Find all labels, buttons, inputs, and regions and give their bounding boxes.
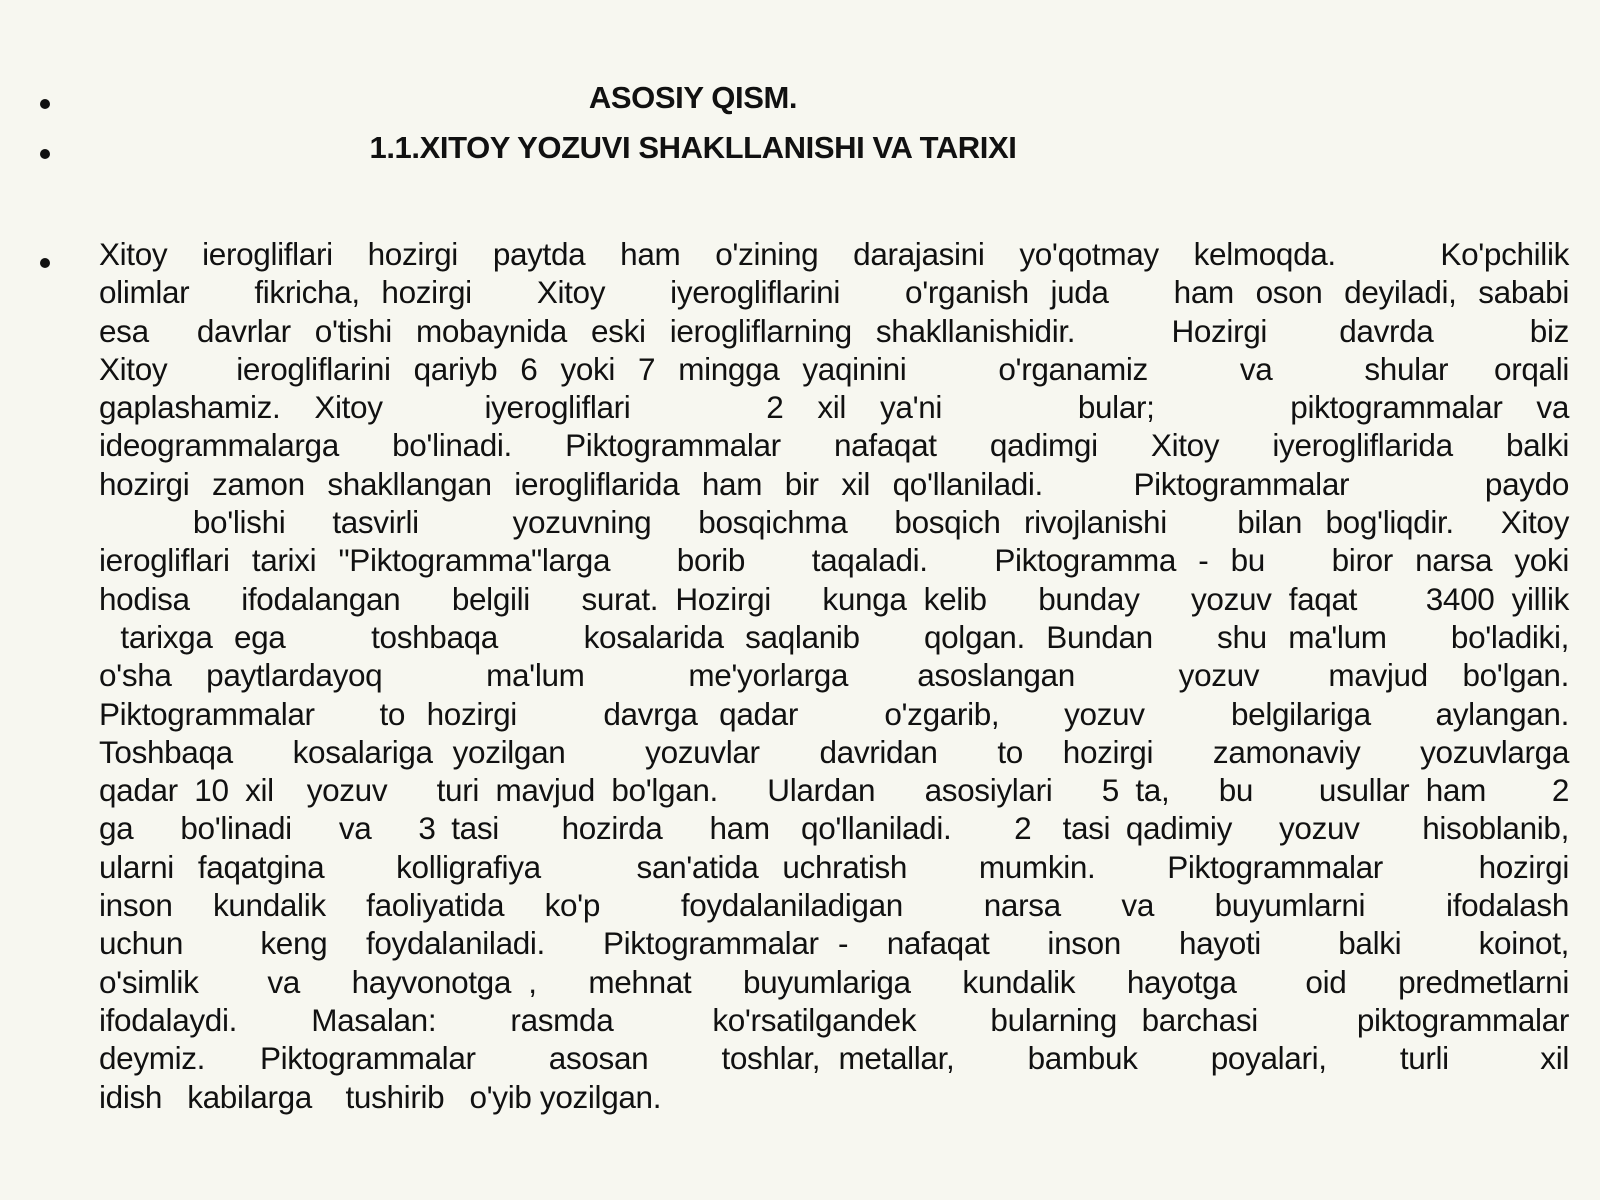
paragraph-line: gaplashamiz. Xitoy iyerogliflari 2 xil ya'ni bular; piktogrammalar va bbox=[99, 389, 1569, 426]
paragraph-line: Xitoy ierogliflari hozirgi paytda ham o'zining darajasini yo'qotmay kelmoqda. Ko'pchilik bbox=[99, 236, 1569, 272]
paragraph-line: deymiz. Piktogrammalar asosan toshlar, metallar, bambuk poyalari, turli xil bbox=[99, 1040, 1569, 1077]
paragraph-line: qadar 10 xil yozuv turi mavjud bo'lgan. Ulardan asosiylari 5 ta, bu usullar ham 2 bbox=[99, 772, 1569, 809]
paragraph-line: ierogliflari tarixi "Piktogramma"larga borib taqaladi. Piktogramma - bu biror narsa yoki bbox=[99, 542, 1569, 579]
subsection-heading: 1.1.XITOY YOZUVI SHAKLLANISHI VA TARIXI bbox=[369, 130, 1017, 165]
paragraph-line: ifodalaydi. Masalan: rasmda ko'rsatilgandek bularning barchasi piktogrammalar bbox=[99, 1001, 1569, 1038]
paragraph-line: esa davrlar o'tishi mobaynida eski ierogliflarning shakllanishidir. Hozirgi davrda biz bbox=[99, 312, 1569, 349]
paragraph-line: inson kundalik faoliyatida ko'p foydalaniladigan narsa va buyumlarni ifodalash bbox=[99, 887, 1569, 924]
paragraph-line: ularni faqatgina kolligrafiya san'atida uchratish mumkin. Piktogrammalar hozirgi bbox=[99, 848, 1569, 885]
paragraph-line: o'simlik va hayvonotga , mehnat buyumlariga kundalik hayotga oid predmetlarni bbox=[99, 963, 1569, 1000]
bullet-marker bbox=[40, 258, 50, 268]
paragraph-line: Piktogrammalar to hozirgi davrga qadar o'zgarib, yozuv belgilariga aylangan. bbox=[99, 695, 1569, 732]
bullet-marker bbox=[40, 99, 50, 109]
paragraph-line: hodisa ifodalangan belgili surat. Hozirgi kunga kelib bunday yozuv faqat 3400 yillik bbox=[99, 580, 1569, 617]
paragraph-line: olimlar fikricha, hozirgi Xitoy iyerogliflarini o'rganish juda ham oson deyiladi, sababi bbox=[99, 274, 1569, 311]
paragraph-line: ideogrammalarga bo'linadi. Piktogrammalar nafaqat qadimgi Xitoy iyerogliflarida balki bbox=[99, 427, 1569, 464]
paragraph-line: Toshbaqa kosalariga yozilgan yozuvlar davridan to hozirgi zamonaviy yozuvlarga bbox=[99, 733, 1569, 770]
paragraph-line: ga bo'linadi va 3 tasi hozirda ham qo'llaniladi. 2 tasi qadimiy yozuv hisoblanib, bbox=[99, 810, 1569, 847]
paragraph-line: uchun keng foydalaniladi. Piktogrammalar - nafaqat inson hayoti balki koinot, bbox=[99, 925, 1569, 962]
paragraph-line: hozirgi zamon shakllangan ierogliflarida ham bir xil qo'llaniladi. Piktogrammalar paydo bbox=[99, 465, 1569, 502]
paragraph-line: tarixga ega toshbaqa kosalarida saqlanib qolgan. Bundan shu ma'lum bo'ladiki, bbox=[99, 618, 1569, 655]
paragraph-line: bo'lishi tasvirli yozuvning bosqichma bosqich rivojlanishi bilan bog'liqdir. Xitoy bbox=[99, 504, 1569, 541]
paragraph-line: Xitoy ierogliflarini qariyb 6 yoki 7 mingga yaqinini o'rganamiz va shular orqali bbox=[99, 350, 1569, 387]
body-paragraph bbox=[99, 235, 1569, 1116]
paragraph-line: o'sha paytlardayoq ma'lum me'yorlarga asoslangan yozuv mavjud bo'lgan. bbox=[99, 657, 1569, 694]
bullet-marker bbox=[40, 149, 50, 159]
section-heading: ASOSIY QISM. bbox=[588, 80, 798, 115]
paragraph-line: idish kabilarga tushirib o'yib yozilgan. bbox=[99, 1078, 662, 1115]
